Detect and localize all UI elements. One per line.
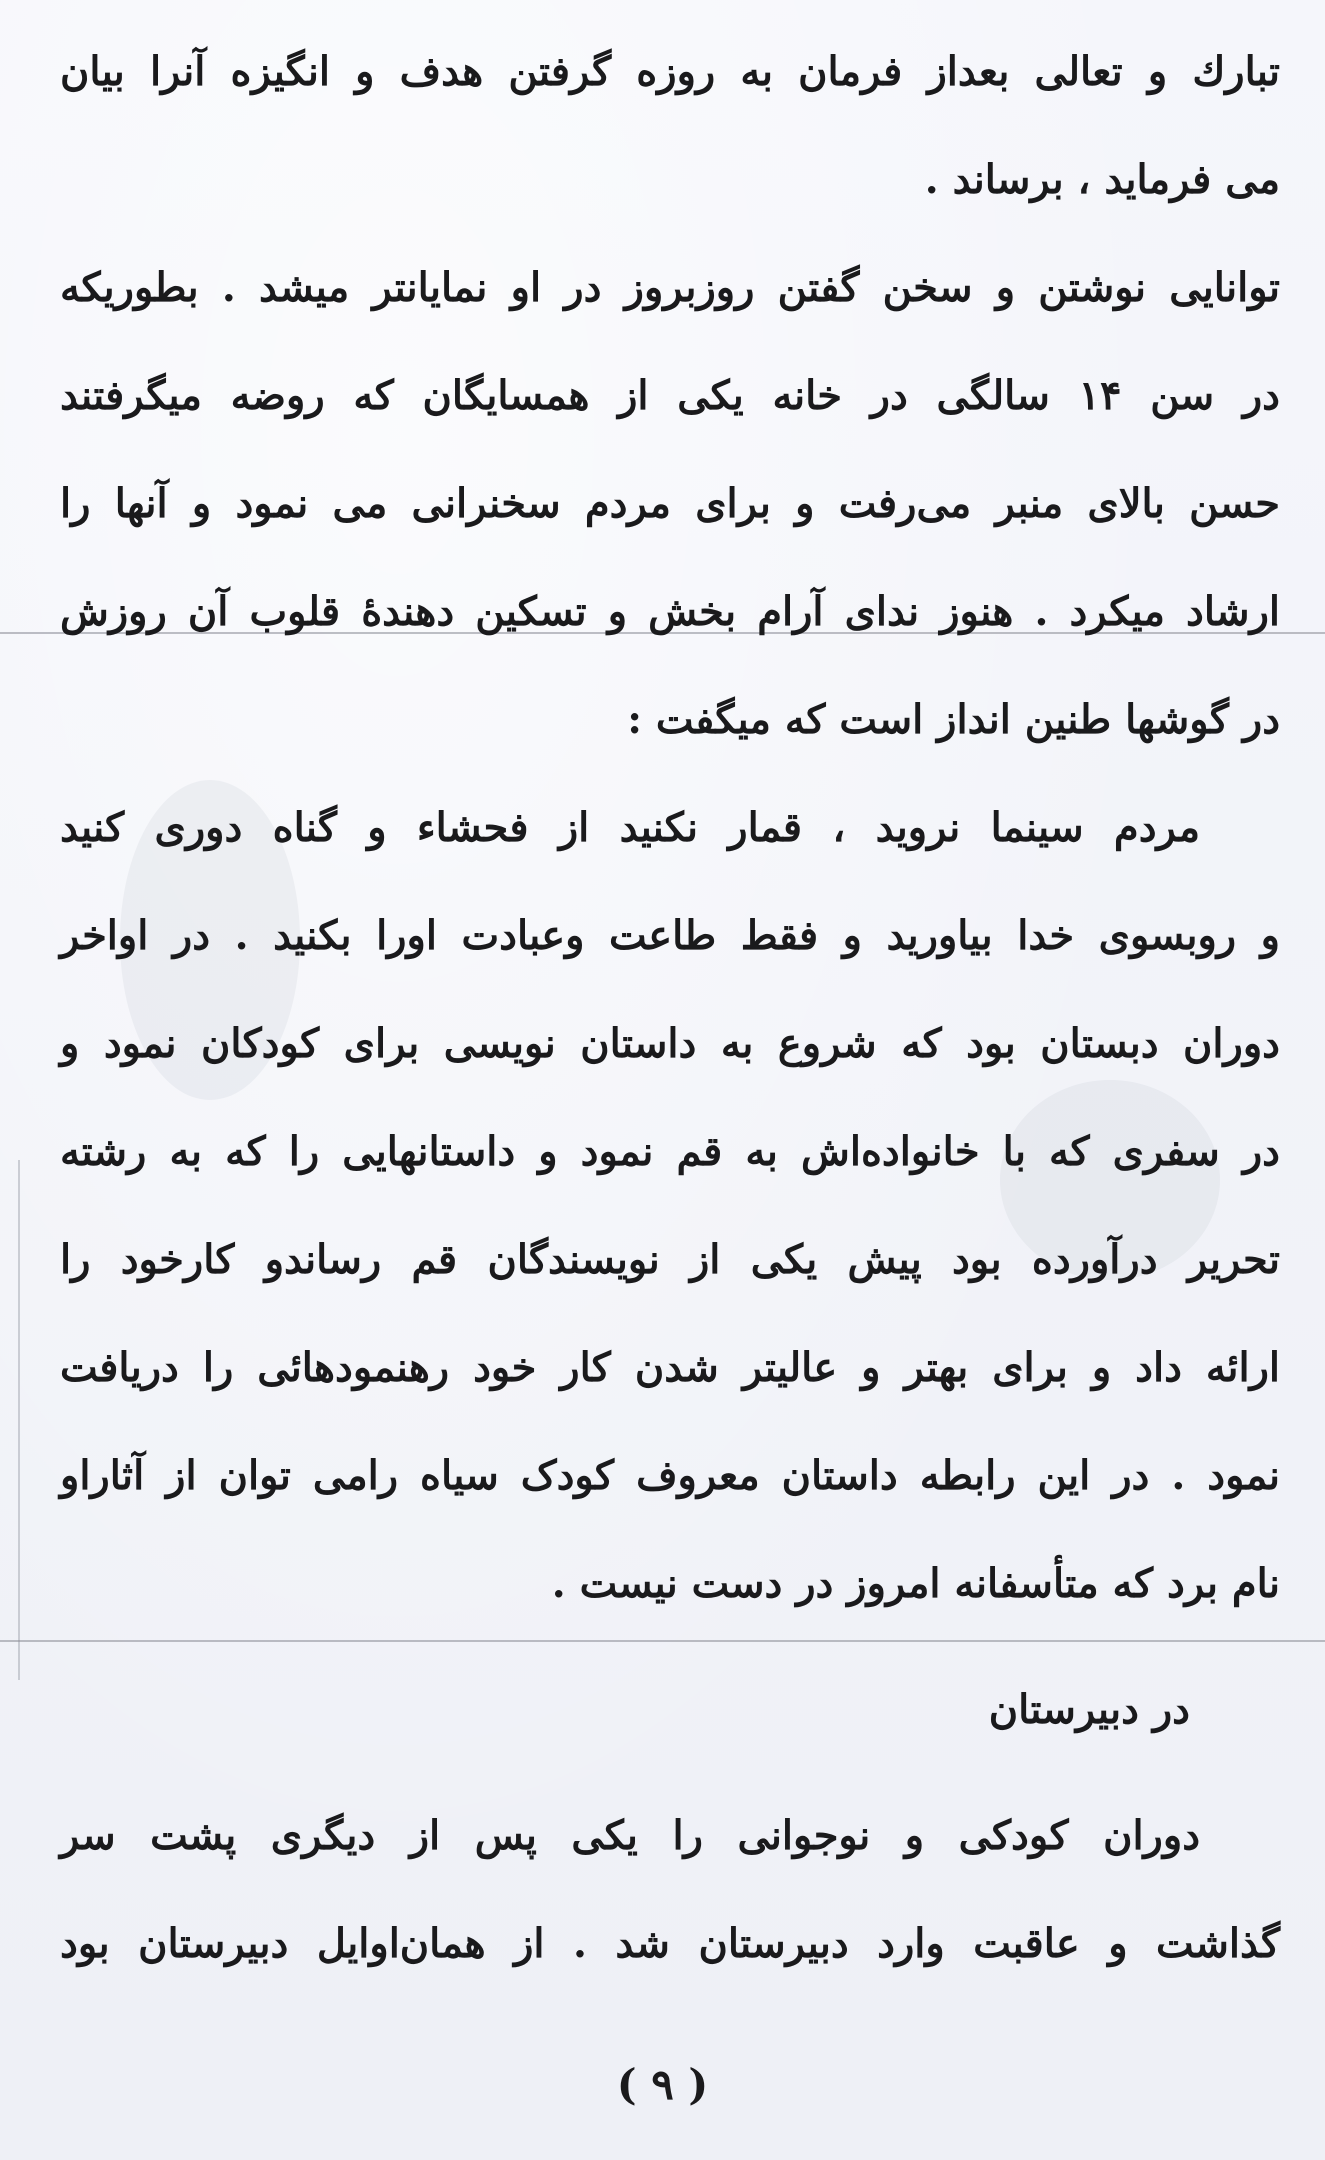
text-line-3: توانایی نوشتن و سخن گفتن روزبروز در او نمایانتر میشد . بطوریکه — [60, 264, 1280, 311]
text-line-11: در سفری که با خانواده‌اش به قم نمود و داستانهایی را که به رشته — [60, 1128, 1280, 1175]
text-line-8: مردم سینما نروید ، قمار نکنید از فحشاء و گناه دوری کنید — [60, 804, 1200, 851]
text-line-9: و روبسوی خدا بیاورید و فقط طاعت وعبادت اورا بکنید . در اواخر — [60, 912, 1280, 959]
page-number: ( ۹ ) — [616, 2060, 709, 2109]
text-line-15: نام برد که متأسفانه امروز در دست نیست . — [551, 1560, 1280, 1607]
text-line-13: ارائه داد و برای بهتر و عالیتر شدن کار خود رهنمودهائی را دریافت — [60, 1344, 1280, 1391]
text-line-10: دوران دبستان بود که شروع به داستان نویسی برای کودکان نمود و — [60, 1020, 1280, 1067]
text-line-2: می فرماید ، برساند . — [924, 156, 1280, 203]
section-heading: در دبیرستان — [988, 1686, 1190, 1733]
section-text-line-1: دوران کودکی و نوجوانی را یکی پس از دیگری پشت سر — [60, 1812, 1200, 1859]
text-line-14: نمود . در این رابطه داستان معروف کودک سیاه رامی توان از آثاراو — [60, 1452, 1280, 1499]
text-line-6: ارشاد میکرد . هنوز ندای آرام بخش و تسکین دهندهٔ قلوب آن روزش — [60, 588, 1280, 635]
text-line-7: در گوشها طنین انداز است که میگفت : — [627, 696, 1280, 743]
text-line-5: حسن بالای منبر می‌رفت و برای مردم سخنرانی می نمود و آنها را — [60, 480, 1280, 527]
section-text-line-2: گذاشت و عاقبت وارد دبیرستان شد . از همان‌اوایل دبیرستان بود — [60, 1920, 1280, 1967]
page-fold-line — [0, 1640, 1325, 1642]
text-line-1: تبارك و تعالی بعداز فرمان به روزه گرفتن هدف و انگیزه آنرا بیان — [60, 48, 1280, 95]
margin-crease — [18, 1160, 20, 1680]
text-line-12: تحریر درآورده بود پیش یکی از نویسندگان قم رساندو کارخود را — [60, 1236, 1280, 1283]
text-line-4: در سن ۱۴ سالگی در خانه یکی از همسایگان که روضه میگرفتند — [60, 372, 1280, 419]
